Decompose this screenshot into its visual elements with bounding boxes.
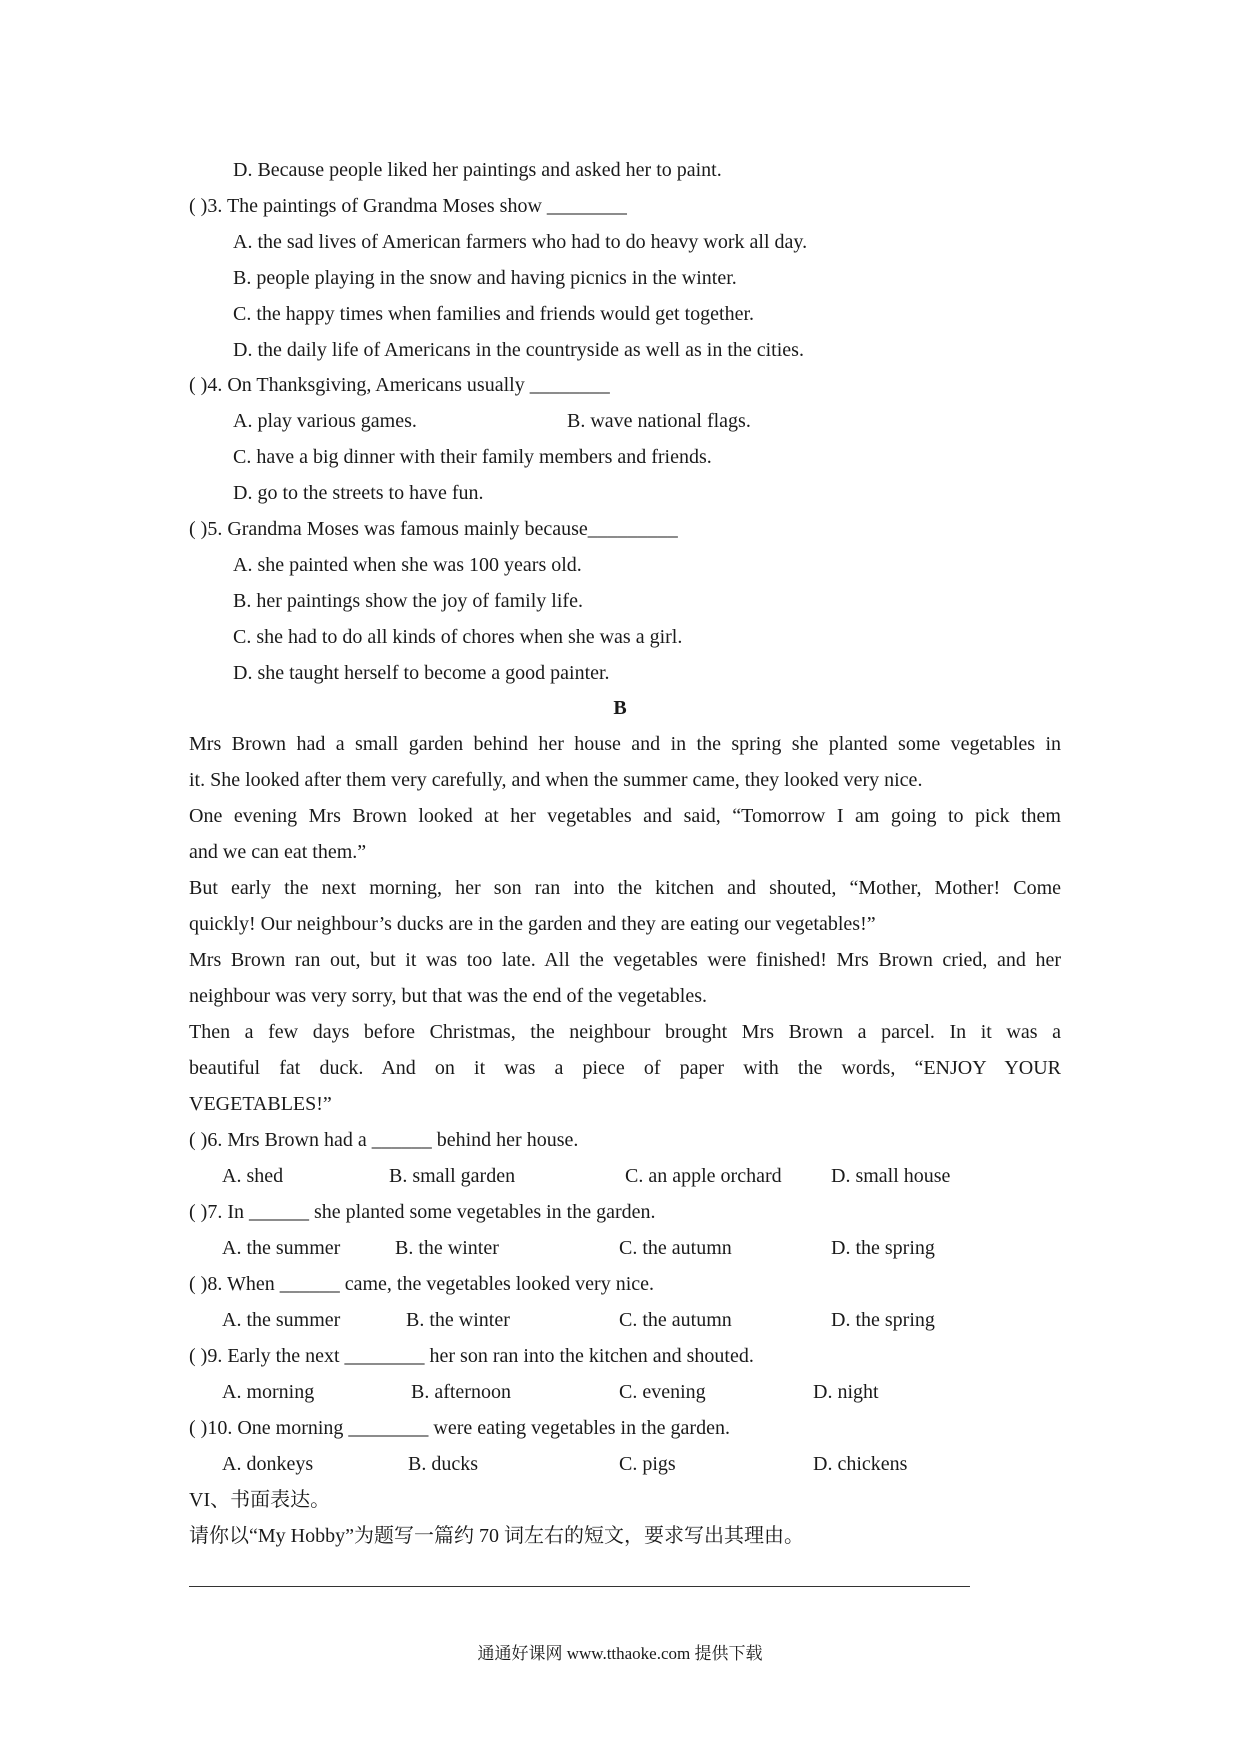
q9-stem: ( )9. Early the next ________ her son ran into the kitchen and shouted.: [189, 1345, 754, 1367]
q4-option-d: D. go to the streets to have fun.: [233, 482, 484, 504]
q5-option-c: C. she had to do all kinds of chores when she was a girl.: [233, 626, 683, 648]
q7-option-d: D. the spring: [831, 1237, 935, 1259]
q3-option-d: D. the daily life of Americans in the countryside as well as in the cities.: [233, 339, 804, 361]
q4-option-a: A. play various games.: [233, 410, 417, 432]
passage-line: quickly! Our neighbour’s ducks are in the garden and they are eating our vegetables!”: [189, 913, 876, 935]
q7-stem: ( )7. In ______ she planted some vegetables in the garden.: [189, 1201, 656, 1223]
passage-b-heading: B: [613, 697, 627, 719]
q8-stem: ( )8. When ______ came, the vegetables looked very nice.: [189, 1273, 655, 1295]
q8-option-d: D. the spring: [831, 1309, 935, 1331]
passage-line: it. She looked after them very carefully, and when the summer came, they looked very nice.: [189, 769, 923, 791]
writing-prompt: 请你以“My Hobby”为题写一篇约 70 词左右的短文，要求写出其理由。: [189, 1525, 804, 1547]
q5-option-b: B. her paintings show the joy of family life.: [233, 590, 583, 612]
section-6-heading: VI、书面表达。: [189, 1489, 331, 1511]
passage-line: and we can eat them.”: [189, 841, 367, 863]
q6-option-a: A. shed: [222, 1165, 284, 1187]
q6-option-b: B. small garden: [389, 1165, 516, 1187]
q5-stem: ( )5. Grandma Moses was famous mainly because_________: [189, 518, 678, 540]
q6-option-d: D. small house: [831, 1165, 951, 1187]
q6-stem: ( )6. Mrs Brown had a ______ behind her house.: [189, 1129, 579, 1151]
q10-option-a: A. donkeys: [222, 1453, 314, 1475]
passage-line: One evening Mrs Brown looked at her vegetables and said, “Tomorrow I am going to pick them: [189, 805, 1061, 827]
q8-option-a: A. the summer: [222, 1309, 341, 1331]
q2-option-d: D. Because people liked her paintings and asked her to paint.: [233, 159, 722, 181]
q9-option-c: C. evening: [619, 1381, 706, 1403]
q10-option-d: D. chickens: [813, 1453, 908, 1475]
q8-option-b: B. the winter: [406, 1309, 510, 1331]
q4-option-b: B. wave national flags.: [567, 410, 751, 432]
q3-option-a: A. the sad lives of American farmers who had to do heavy work all day.: [233, 231, 808, 253]
q10-option-c: C. pigs: [619, 1453, 676, 1475]
passage-line: Mrs Brown ran out, but it was too late. All the vegetables were finished! Mrs Brown cried, and her: [189, 949, 1061, 971]
q9-option-d: D. night: [813, 1381, 879, 1403]
passage-line: neighbour was very sorry, but that was the end of the vegetables.: [189, 985, 707, 1007]
q9-option-b: B. afternoon: [411, 1381, 511, 1403]
passage-line: But early the next morning, her son ran into the kitchen and shouted, “Mother, Mother! Come: [189, 877, 1061, 899]
q7-option-b: B. the winter: [395, 1237, 499, 1259]
q3-option-b: B. people playing in the snow and having picnics in the winter.: [233, 267, 737, 289]
q9-option-a: A. morning: [222, 1381, 315, 1403]
q8-option-c: C. the autumn: [619, 1309, 732, 1331]
q6-option-c: C. an apple orchard: [625, 1165, 782, 1187]
q7-option-a: A. the summer: [222, 1237, 341, 1259]
answer-line: [189, 1586, 970, 1587]
q3-stem: ( )3. The paintings of Grandma Moses show ________: [189, 195, 627, 217]
q5-option-a: A. she painted when she was 100 years old.: [233, 554, 582, 576]
passage-line: beautiful fat duck. And on it was a piece of paper with the words, “ENJOY YOUR: [189, 1057, 1061, 1079]
passage-line: Then a few days before Christmas, the neighbour brought Mrs Brown a parcel. In it was a: [189, 1021, 1061, 1043]
q7-option-c: C. the autumn: [619, 1237, 732, 1259]
q5-option-d: D. she taught herself to become a good painter.: [233, 662, 610, 684]
q4-option-c: C. have a big dinner with their family members and friends.: [233, 446, 712, 468]
q4-stem: ( )4. On Thanksgiving, Americans usually ________: [189, 374, 610, 396]
q10-option-b: B. ducks: [408, 1453, 478, 1475]
passage-line: VEGETABLES!”: [189, 1093, 332, 1115]
footer-source: 通通好课网 www.tthaoke.com 提供下载: [477, 1644, 763, 1663]
passage-line: Mrs Brown had a small garden behind her house and in the spring she planted some vegetables in: [189, 733, 1061, 755]
q3-option-c: C. the happy times when families and friends would get together.: [233, 303, 754, 325]
q10-stem: ( )10. One morning ________ were eating vegetables in the garden.: [189, 1417, 730, 1439]
